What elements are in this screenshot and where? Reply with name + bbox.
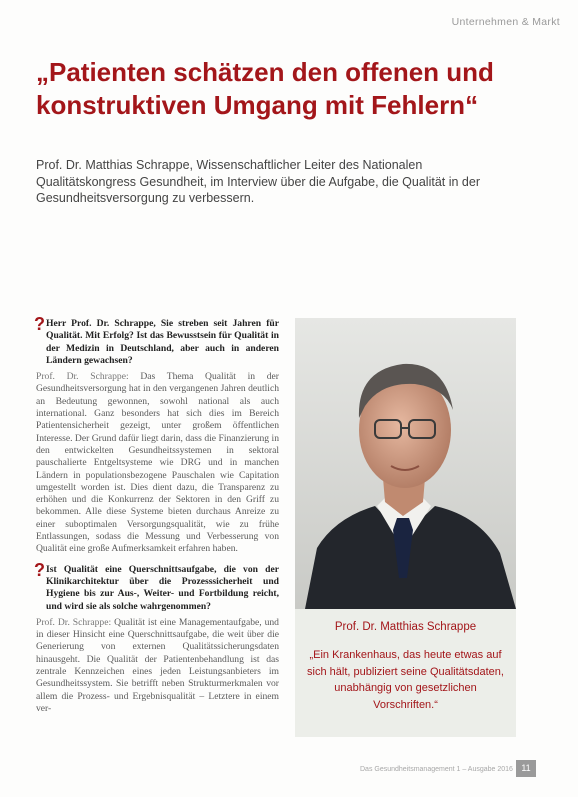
pull-quote-name: Prof. Dr. Matthias Schrappe [334, 621, 477, 633]
answer-1-speaker: Prof. Dr. Schrappe: [36, 371, 129, 383]
answer-2-text: Qualität ist eine Managementaufgabe, und in dieser Hinsicht eine Querschnittsaufgabe, die weit über die Generierung von externen Qualitätssicherungsdaten hinausgeht. Die Qualität der Patientenbehandlung ist das zentrale Kennzeichen eines jeden Leistungsanbieters im Gesundheitssystem. Sie betrifft neben Strukturmerkmalen vor allem die Prozess- und Ergebnisqualität – Letztere in einem ver- [36, 616, 279, 714]
interview-column [34, 314, 280, 715]
question-mark-icon: ? [34, 559, 45, 580]
question-1 [34, 314, 279, 367]
section-label: Unternehmen & Markt [451, 16, 560, 28]
subtitle: Prof. Dr. Matthias Schrappe, Wissenschaftlicher Leiter des Nationalen Qualitätskongress Gesundheit, im Interview über die Aufgabe, die Qualität in der Gesundheitsversorgung zu verbessern. [36, 158, 481, 205]
answer-2-speaker: Prof. Dr. Schrappe: [36, 616, 112, 628]
portrait-photo [295, 318, 516, 609]
page-number: 11 [516, 760, 536, 777]
question-1-text: Herr Prof. Dr. Schrappe, Sie streben seit Jahren für Qualität. Mit Erfolg? Ist das Bewusstsein für Qualität in der Medizin in Deutschland, aber auch in anderen Ländern gewachsen? [46, 318, 279, 366]
question-mark-icon: ? [34, 314, 45, 334]
answer-1 [36, 371, 279, 555]
answer-2 [36, 617, 279, 715]
answer-1-text: Das Thema Qualität in der Gesundheitsversorgung hat in den vergangenen Jahren deutlich an Bedeutung gewonnen, sowohl national als auch international. Ganz besonders hat sich dies im Bereich Patientensicherheit gezeigt, unter großem öffentlichen Interesse. Der Grund dafür liegt darin, dass die Finanzierung in den entwickelten Gesundheitssystemen in sektoral pauschalierte Entgeltsysteme wie DRG und in manchen Ländern in populationsbezogene Pauschalen wie Capitation umgestellt worden ist. Dies dient dazu, die Transparenz zu erhöhen und die Konkurrenz der Sektoren in den Griff zu bekommen. Alle diese Systeme bieten durchaus Anreize zu einer suboptimalen Versorgungsqualität, wie zu frühe Entlassungen, sodass die Messung und Verbesserung von Qualität eine große Aufmerksamkeit erfahren haben. [36, 371, 280, 555]
question-2 [34, 559, 279, 613]
headline: „Patienten schätzen den offenen und konstruktiven Umgang mit Fehlern“ [36, 57, 494, 120]
pull-quote-box [295, 609, 516, 737]
pull-quote-text: „Ein Krankenhaus, das heute etwas auf sich hält, publiziert seine Qualitätsdaten, unabhängig von gesetzlichen Vorschriften.“ [307, 649, 504, 711]
question-2-text: Ist Qualität eine Querschnittsaufgabe, die von der Klinikarchitektur über die Prozesssicherheit und Hygiene bis zur Aus-, Weiter- und Fortbildung reicht, und wird sie als solche wahrgenommen? [46, 563, 279, 612]
footer-publication: Das Gesundheitsmanagement 1 – Ausgabe 2016 [360, 766, 513, 773]
portrait-illustration [295, 318, 516, 609]
